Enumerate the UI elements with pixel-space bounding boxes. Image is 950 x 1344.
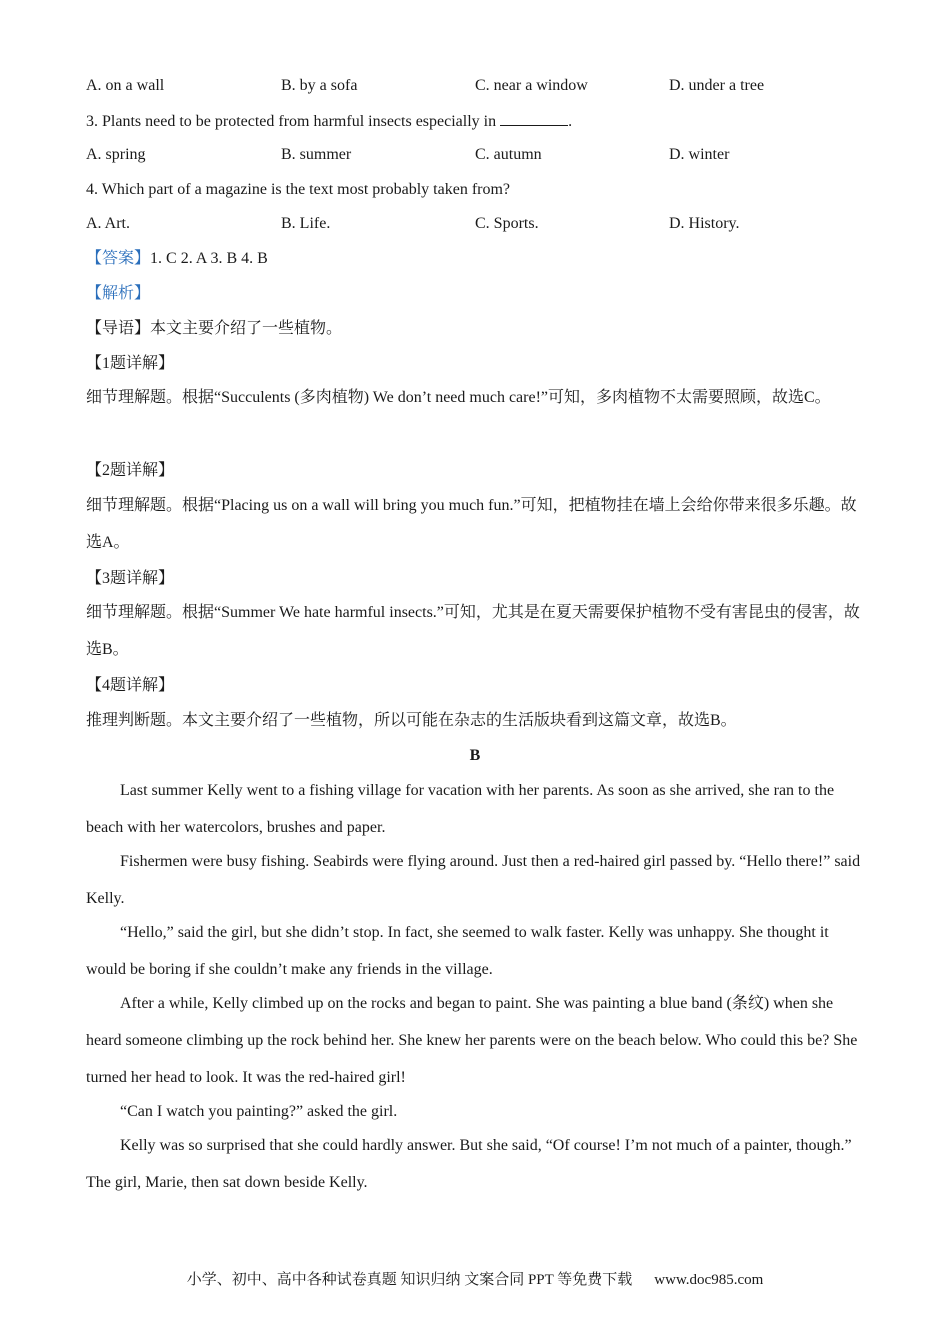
detail-1-heading: 【1题详解】 xyxy=(86,355,175,372)
footer-url[interactable]: www.doc985.com xyxy=(654,1272,764,1288)
q4-option-a: A. Art. xyxy=(86,215,130,232)
passage xyxy=(86,772,866,1201)
detail-3-heading: 【3题详解】 xyxy=(86,570,175,587)
passage-paragraph: “Can I watch you painting?” asked the girl. xyxy=(120,1103,398,1120)
answer-line xyxy=(86,249,268,269)
answer-blank xyxy=(500,111,568,126)
q2-option-b: B. by a sofa xyxy=(281,77,358,94)
q3-option-c: C. autumn xyxy=(475,146,542,163)
question-4: 4. Which part of a magazine is the text most probably taken from? xyxy=(86,181,511,198)
detail-1-text: 细节理解题。根据“Succulents (多肉植物) We don’t need much care!”可知，多肉植物不太需要照顾，故选C。 xyxy=(86,389,831,406)
q3-option-b: B. summer xyxy=(281,146,352,163)
detail-4-text: 推理判断题。本文主要介绍了一些植物，所以可能在杂志的生活版块看到这篇文章，故选B。 xyxy=(86,712,737,729)
q2-option-a: A. on a wall xyxy=(86,77,165,94)
analysis-label: 【解析】 xyxy=(86,285,151,302)
q2-option-c: C. near a window xyxy=(475,77,588,94)
q4-option-b: B. Life. xyxy=(281,215,331,232)
question-3-end: . xyxy=(568,113,573,130)
q3-option-d: D. winter xyxy=(669,146,730,163)
page-footer xyxy=(0,1270,950,1290)
q4-option-c: C. Sports. xyxy=(475,215,539,232)
passage-paragraph: After a while, Kelly climbed up on the rocks and began to paint. She was painting a blue band (条纹) when she heard someone climbing up the rock behind her. She knew her parents were on the beach below. Who could this be? She turned her head to look. It was the red-haired girl! xyxy=(86,995,858,1086)
detail-4-heading: 【4题详解】 xyxy=(86,677,175,694)
guide-text: 【导语】本文主要介绍了一些植物。 xyxy=(86,320,343,337)
answer-label: 【答案】 xyxy=(86,250,151,267)
passage-paragraph: Last summer Kelly went to a fishing village for vacation with her parents. As soon as she arrived, she ran to the beach with her watercolors, brushes and paper. xyxy=(86,782,835,836)
q4-option-d: D. History. xyxy=(669,215,740,232)
section-b-title: B xyxy=(469,747,481,764)
answer-text: 1. C 2. A 3. B 4. B xyxy=(150,250,268,267)
detail-2-heading: 【2题详解】 xyxy=(86,462,175,479)
q3-option-a: A. spring xyxy=(86,146,146,163)
passage-paragraph: Kelly was so surprised that she could hardly answer. But she said, “Of course! I’m not much of a painter, though.” The girl, Marie, then sat down beside Kelly. xyxy=(86,1137,852,1191)
detail-3-text: 细节理解题。根据“Summer We hate harmful insects.”可知，尤其是在夏天需要保护植物不受有害昆虫的侵害，故选B。 xyxy=(86,604,860,658)
question-3 xyxy=(86,111,572,132)
passage-paragraph: “Hello,” said the girl, but she didn’t stop. In fact, she seemed to walk faster. Kelly was unhappy. She thought it would be boring if she couldn’t make any friends in the village. xyxy=(86,924,829,978)
detail-2-text: 细节理解题。根据“Placing us on a wall will bring you much fun.”可知，把植物挂在墙上会给你带来很多乐趣。故选A。 xyxy=(86,497,857,551)
q2-option-d: D. under a tree xyxy=(669,77,765,94)
passage-paragraph: Fishermen were busy fishing. Seabirds were flying around. Just then a red-haired girl passed by. “Hello there!” said Kelly. xyxy=(86,853,861,907)
footer-text: 小学、初中、高中各种试卷真题 知识归纳 文案合同 PPT 等免费下载 xyxy=(186,1272,633,1288)
question-3-stem: 3. Plants need to be protected from harmful insects especially in xyxy=(86,113,497,130)
